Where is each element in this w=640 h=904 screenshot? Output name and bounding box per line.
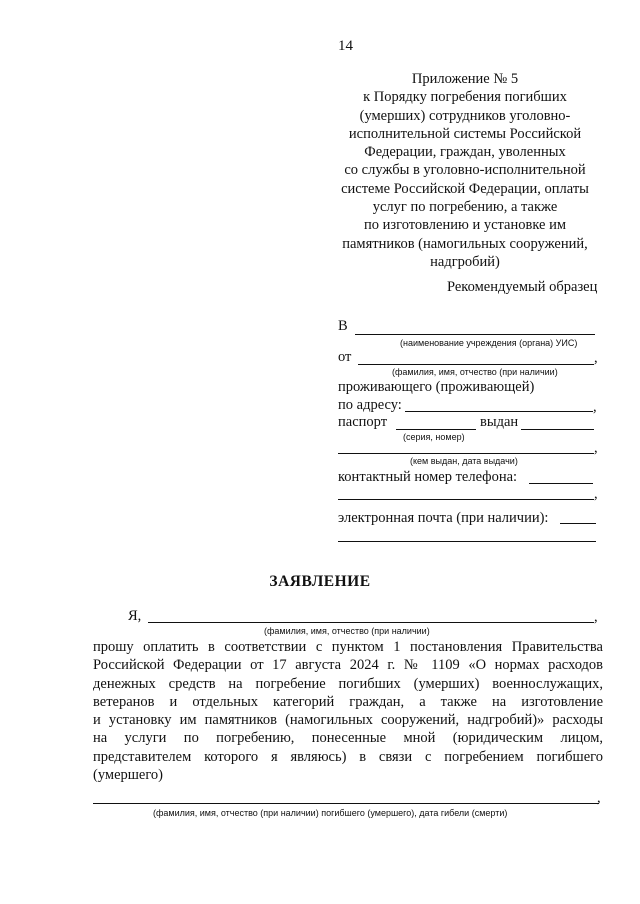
applicant-fullname-field[interactable] — [148, 622, 594, 623]
applicant-name-caption: (фамилия, имя, отчество (при наличии) — [392, 367, 558, 377]
comma: , — [597, 790, 601, 806]
email-field-continued[interactable] — [338, 541, 596, 542]
statement-line: (умершего) — [93, 767, 164, 784]
appendix-line: системе Российской Федерации, оплаты — [341, 180, 589, 197]
from-prefix: от — [338, 349, 352, 365]
applicant-fullname-caption: (фамилия, имя, отчество (при наличии) — [264, 626, 430, 636]
appendix-line: к Порядку погребения погибших — [363, 89, 567, 106]
comma: , — [594, 486, 598, 502]
appendix-line: (умерших) сотрудников уголовно- — [359, 107, 571, 124]
address-label: по адресу: — [338, 397, 402, 413]
institution-field[interactable] — [355, 334, 595, 335]
deceased-details-caption: (фамилия, имя, отчество (при наличии) погибшего (умершего), дата гибели (смерти) — [153, 808, 508, 818]
passport-caption: (серия, номер) — [403, 432, 465, 442]
issued-details-field[interactable] — [338, 453, 594, 454]
institution-caption: (наименование учреждения (органа) УИС) — [400, 338, 578, 348]
appendix-line: по изготовлению и установке им — [363, 217, 567, 234]
comma: , — [594, 609, 598, 625]
phone-label: контактный номер телефона: — [338, 469, 518, 485]
issued-by-field[interactable] — [521, 429, 594, 430]
sample-label: Рекомендуемый образец — [447, 279, 598, 295]
email-field[interactable] — [560, 523, 596, 524]
statement-line: прошу оплатить в соответствии с пунктом 1 постановления Правительства — [93, 639, 603, 655]
document-title: ЗАЯВЛЕНИЕ — [269, 573, 371, 590]
address-field[interactable] — [405, 411, 593, 412]
statement-line: представителем которого я являюсь) в связи с погребением погибшего — [93, 748, 603, 765]
to-prefix: В — [338, 318, 348, 334]
deceased-details-field[interactable] — [93, 803, 599, 804]
statement-line: Российской Федерации от 17 августа 2024 г. № 1109 «О нормах расходов — [93, 657, 603, 674]
appendix-line: исполнительной системы Российской — [348, 125, 582, 142]
comma: , — [593, 399, 597, 415]
issued-label: выдан — [480, 414, 519, 430]
applicant-prefix: Я, — [128, 608, 142, 624]
appendix-line: надгробий) — [430, 253, 500, 270]
statement-paragraph — [93, 638, 603, 784]
passport-number-field[interactable] — [396, 429, 476, 430]
appendix-line: Федерации, граждан, уволенных — [364, 144, 566, 161]
issued-caption: (кем выдан, дата выдачи) — [410, 456, 518, 466]
page-number: 14 — [338, 38, 353, 54]
phone-field[interactable] — [529, 483, 593, 484]
appendix-line: со службы в уголовно-исполнительной — [344, 162, 586, 179]
phone-field-continued[interactable] — [338, 499, 594, 500]
appendix-line: услуг по погребению, а также — [372, 199, 558, 216]
statement-line: ветеранов и отдельных категорий граждан, а также на изготовление — [93, 693, 603, 710]
statement-line: денежных средств на погребение погибших (умерших) военнослужащих, — [93, 675, 603, 692]
appendix-header — [325, 70, 605, 271]
statement-line: на услуги по погребению, понесенные мной (юридическим лицом, — [93, 730, 603, 747]
passport-label: паспорт — [338, 414, 388, 430]
comma: , — [594, 350, 598, 366]
email-label: электронная почта (при наличии): — [338, 510, 549, 526]
statement-line: и установку им памятников (намогильных сооружений, надгробий)» расходы — [93, 712, 603, 729]
comma: , — [594, 440, 598, 456]
applicant-name-field[interactable] — [358, 364, 594, 365]
appendix-line: Приложение № 5 — [411, 71, 519, 87]
residing-label: проживающего (проживающей) — [338, 379, 535, 395]
appendix-line: памятников (намогильных сооружений, — [342, 235, 588, 252]
